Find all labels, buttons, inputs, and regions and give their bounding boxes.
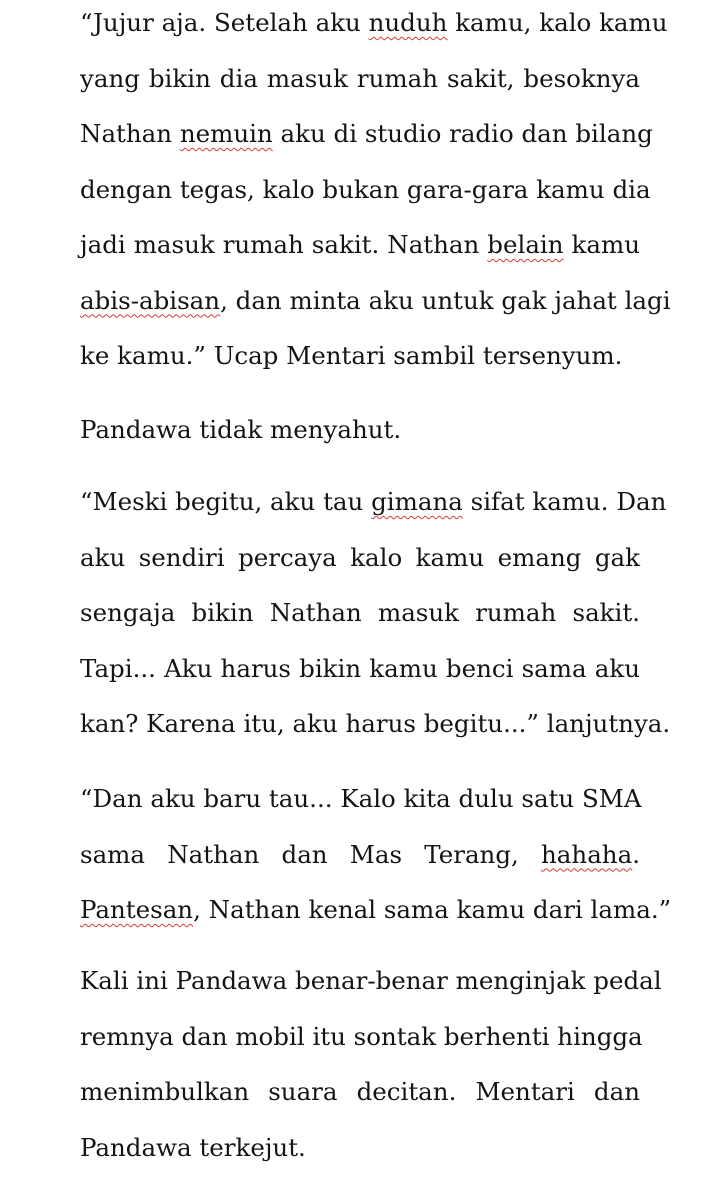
text-line: sengaja bikin Nathan masuk rumah sakit. xyxy=(80,598,640,627)
text-line: aku sendiri percaya kalo kamu emang gak xyxy=(80,542,640,572)
text-line: remnya dan mobil itu sontak berhenti hingga xyxy=(80,1021,643,1051)
text-line: dengan tegas, kalo bukan gara-gara kamu dia xyxy=(80,174,651,204)
paragraph-3 xyxy=(80,474,671,752)
text-line: kan? Karena itu, aku harus begitu...” lanjutnya. xyxy=(80,709,671,738)
text-line: jadi masuk rumah sakit. Nathan belain kamu xyxy=(80,230,640,259)
text-line: yang bikin dia masuk rumah sakit, besoknya xyxy=(80,63,640,93)
text-line: sama Nathan dan Mas Terang, hahaha. xyxy=(80,839,640,869)
text-line: Pandawa tidak menyahut. xyxy=(80,415,402,444)
text-line: Kali ini Pandawa benar-benar menginjak pedal xyxy=(80,966,662,995)
text-line: abis-abisan, dan minta aku untuk gak jahat lagi xyxy=(80,285,671,315)
spellcheck-word: nuduh xyxy=(368,8,448,37)
text-line: Nathan nemuin aku di studio radio dan bilang xyxy=(80,119,653,148)
spellcheck-word: hahaha xyxy=(541,839,633,869)
spellcheck-word: abis-abisan xyxy=(80,285,221,315)
spellcheck-word: Pantesan xyxy=(80,895,194,924)
text-line: “Meski begitu, aku tau gimana sifat kamu. Dan xyxy=(80,487,667,516)
text-line: Pantesan, Nathan kenal sama kamu dari lama.” xyxy=(80,895,672,924)
text-line: “Jujur aja. Setelah aku nuduh kamu, kalo kamu xyxy=(80,8,668,37)
spellcheck-word: belain xyxy=(487,230,564,259)
paragraph-4 xyxy=(80,771,672,938)
paragraph-1 xyxy=(80,0,671,384)
paragraph-2 xyxy=(80,402,640,458)
text-line: menimbulkan suara decitan. Mentari dan xyxy=(80,1077,640,1106)
text-line: Tapi... Aku harus bikin kamu benci sama aku xyxy=(80,653,640,683)
text-line: “Dan aku baru tau... Kalo kita dulu satu SMA xyxy=(80,784,642,813)
spellcheck-word: gimana xyxy=(371,487,463,516)
text-line: ke kamu.” Ucap Mentari sambil tersenyum. xyxy=(80,341,623,370)
paragraph-5 xyxy=(80,953,662,1175)
text-line: Pandawa terkejut. xyxy=(80,1132,306,1162)
spellcheck-word: nemuin xyxy=(179,119,273,148)
